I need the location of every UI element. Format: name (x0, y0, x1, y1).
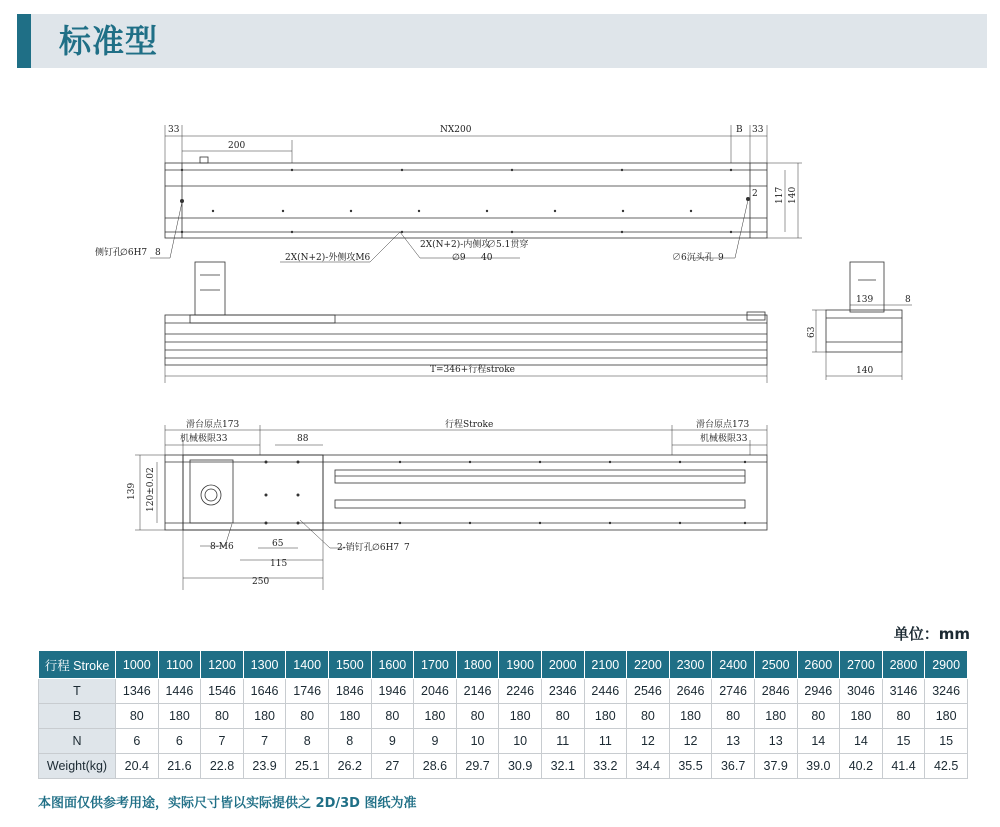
table-cell: 21.6 (158, 754, 201, 779)
table-row-label: B (39, 704, 116, 729)
table-cell: 80 (456, 704, 499, 729)
table-cell: 9 (414, 729, 457, 754)
table-cell: 2046 (414, 679, 457, 704)
end-dim-63: 63 (807, 326, 817, 338)
end-dim-8: 8 (905, 295, 911, 305)
table-cell: 180 (328, 704, 371, 729)
table-cell: 14 (797, 729, 840, 754)
table-cell: 13 (754, 729, 797, 754)
table-cell: 3146 (882, 679, 925, 704)
table-cell: 80 (371, 704, 414, 729)
callout-5-1-through: ∅5.1贯穿 (487, 240, 529, 250)
table-cell: 180 (584, 704, 627, 729)
unit-label: 单位：mm (893, 625, 970, 643)
table-cell: 2846 (754, 679, 797, 704)
table-header-cell: 2500 (754, 651, 797, 679)
table-row (39, 729, 968, 754)
table-cell: 10 (499, 729, 542, 754)
table-cell: 10 (456, 729, 499, 754)
table-cell: 39.0 (797, 754, 840, 779)
dim-top-140: 140 (788, 186, 798, 204)
table-cell: 1646 (243, 679, 286, 704)
table-cell: 9 (371, 729, 414, 754)
header-accent-bar (17, 14, 31, 68)
callout-9: ∅9 (452, 253, 466, 263)
table-row (39, 704, 968, 729)
table-cell: 1446 (158, 679, 201, 704)
table-cell: 7 (243, 729, 286, 754)
table-cell: 22.8 (201, 754, 244, 779)
table-cell: 11 (584, 729, 627, 754)
plan-limit-left: 机械极限33 (180, 434, 228, 444)
table-cell: 12 (627, 729, 670, 754)
plan-origin-left: 滑台原点173 (186, 420, 240, 430)
table-cell: 13 (712, 729, 755, 754)
dim-top-33-right: 33 (752, 125, 764, 135)
callout-6h7: ∅6H7 (120, 248, 148, 258)
table-body (39, 679, 968, 779)
table-cell: 12 (669, 729, 712, 754)
table-cell: 80 (712, 704, 755, 729)
plan-dim-65: 65 (272, 539, 284, 549)
table-header-cell: 2200 (627, 651, 670, 679)
page-title: 标准型 (59, 22, 159, 60)
disclaimer-note: 本图面仅供参考用途，实际尺寸皆以实际提供之 2D/3D 图纸为准 (38, 796, 417, 811)
plan-dim-dowel: 2-销钉孔 (337, 543, 373, 553)
table-cell: 80 (286, 704, 329, 729)
table-header-cell: 1000 (116, 651, 159, 679)
table-header-cell: 2600 (797, 651, 840, 679)
table-cell: 180 (754, 704, 797, 729)
table-cell: 180 (669, 704, 712, 729)
plan-dim-115: 115 (270, 559, 288, 569)
table-cell: 80 (797, 704, 840, 729)
table-cell: 33.2 (584, 754, 627, 779)
spec-table (38, 650, 968, 779)
callout-40: 40 (481, 253, 493, 263)
table-header-cell: 1700 (414, 651, 457, 679)
table-header-cell: 2900 (925, 651, 968, 679)
table-cell: 2746 (712, 679, 755, 704)
table-cell: 2146 (456, 679, 499, 704)
table-cell: 28.6 (414, 754, 457, 779)
table-header-cell: 1600 (371, 651, 414, 679)
table-cell: 2946 (797, 679, 840, 704)
table-header-cell: 2300 (669, 651, 712, 679)
table-cell: 8 (328, 729, 371, 754)
table-cell: 26.2 (328, 754, 371, 779)
dim-top-33-left: 33 (168, 125, 180, 135)
table-cell: 25.1 (286, 754, 329, 779)
table-cell: 35.5 (669, 754, 712, 779)
plan-view-outline (165, 455, 767, 530)
table-cell: 2646 (669, 679, 712, 704)
table-cell: 180 (158, 704, 201, 729)
table-cell: 1846 (328, 679, 371, 704)
table-header-cell: 1900 (499, 651, 542, 679)
dim-top-b: B (736, 125, 743, 135)
stroke-total-label: T=346+行程stroke (430, 365, 515, 375)
table-cell: 2346 (541, 679, 584, 704)
plan-dim-120: 120±0.02 (146, 467, 156, 512)
end-dim-140: 140 (856, 366, 874, 376)
table-cell: 6 (158, 729, 201, 754)
plan-dim-250: 250 (252, 577, 270, 587)
table-cell: 37.9 (754, 754, 797, 779)
dim-top-2: 2 (752, 189, 758, 199)
callout-pin-hole: 侧钉孔 (95, 248, 123, 258)
table-cell: 180 (243, 704, 286, 729)
plan-dim-88: 88 (297, 434, 309, 444)
table-cell: 6 (116, 729, 159, 754)
dim-top-nx200: NX200 (440, 125, 472, 135)
plan-dim-139: 139 (127, 482, 137, 500)
table-cell: 1946 (371, 679, 414, 704)
table-cell: 29.7 (456, 754, 499, 779)
table-cell: 20.4 (116, 754, 159, 779)
table-header-cell: 2700 (840, 651, 883, 679)
technical-drawing (0, 80, 1000, 620)
table-cell: 41.4 (882, 754, 925, 779)
table-header-cell: 1400 (286, 651, 329, 679)
plan-dim-8m6: 8-M6 (210, 542, 234, 552)
table-row (39, 679, 968, 704)
table-cell: 80 (627, 704, 670, 729)
table-row (39, 754, 968, 779)
callout-outer-m6: 2X(N+2)-外侧攻M6 (285, 253, 371, 263)
callout-counterbore-9: 9 (718, 253, 724, 263)
table-cell: 80 (541, 704, 584, 729)
table-header-cell: 1500 (328, 651, 371, 679)
table-cell: 180 (414, 704, 457, 729)
table-cell: 180 (840, 704, 883, 729)
top-view-outline (165, 163, 767, 238)
table-header-cell: 2100 (584, 651, 627, 679)
table-cell: 1346 (116, 679, 159, 704)
table-row-label: Weight(kg) (39, 754, 116, 779)
plan-dim-7: 7 (404, 543, 410, 553)
plan-origin-right: 滑台原点173 (696, 420, 750, 430)
table-header-cell: 2800 (882, 651, 925, 679)
table-cell: 1746 (286, 679, 329, 704)
table-cell: 42.5 (925, 754, 968, 779)
table-cell: 36.7 (712, 754, 755, 779)
table-header-row (39, 651, 968, 679)
table-cell: 15 (925, 729, 968, 754)
table-cell: 30.9 (499, 754, 542, 779)
table-cell: 34.4 (627, 754, 670, 779)
table-header-cell: 2000 (541, 651, 584, 679)
table-cell: 32.1 (541, 754, 584, 779)
table-header-cell: 1200 (201, 651, 244, 679)
table-cell: 2246 (499, 679, 542, 704)
table-cell: 2546 (627, 679, 670, 704)
table-header-cell: 1300 (243, 651, 286, 679)
table-row-label: N (39, 729, 116, 754)
table-cell: 80 (201, 704, 244, 729)
plan-stroke-label: 行程Stroke (445, 420, 494, 430)
end-dim-139: 139 (856, 295, 874, 305)
dim-top-200: 200 (228, 141, 246, 151)
table-header-cell: 1100 (158, 651, 201, 679)
side-view-outline (165, 315, 767, 365)
table-cell: 23.9 (243, 754, 286, 779)
table-cell: 7 (201, 729, 244, 754)
table-cell: 80 (116, 704, 159, 729)
table-cell: 3246 (925, 679, 968, 704)
table-header-cell: 1800 (456, 651, 499, 679)
table-cell: 180 (499, 704, 542, 729)
callout-inner-tap: 2X(N+2)-内侧攻 (420, 240, 491, 250)
plan-limit-right: 机械极限33 (700, 434, 748, 444)
table-cell: 11 (541, 729, 584, 754)
table-cell: 27 (371, 754, 414, 779)
table-cell: 14 (840, 729, 883, 754)
table-cell: 2446 (584, 679, 627, 704)
table-row-label: T (39, 679, 116, 704)
section-header (17, 14, 987, 68)
dim-top-117: 117 (775, 186, 785, 204)
table-header-cell: 2400 (712, 651, 755, 679)
table-cell: 1546 (201, 679, 244, 704)
table-header-stroke: 行程 Stroke (39, 651, 116, 679)
table-cell: 180 (925, 704, 968, 729)
table-cell: 8 (286, 729, 329, 754)
table-cell: 40.2 (840, 754, 883, 779)
table-cell: 80 (882, 704, 925, 729)
callout-6-counterbore: ∅6沉头孔 (672, 253, 714, 263)
table-cell: 3046 (840, 679, 883, 704)
plan-dim-6h7: ∅6H7 (372, 543, 400, 553)
callout-8: 8 (155, 248, 161, 258)
table-cell: 15 (882, 729, 925, 754)
